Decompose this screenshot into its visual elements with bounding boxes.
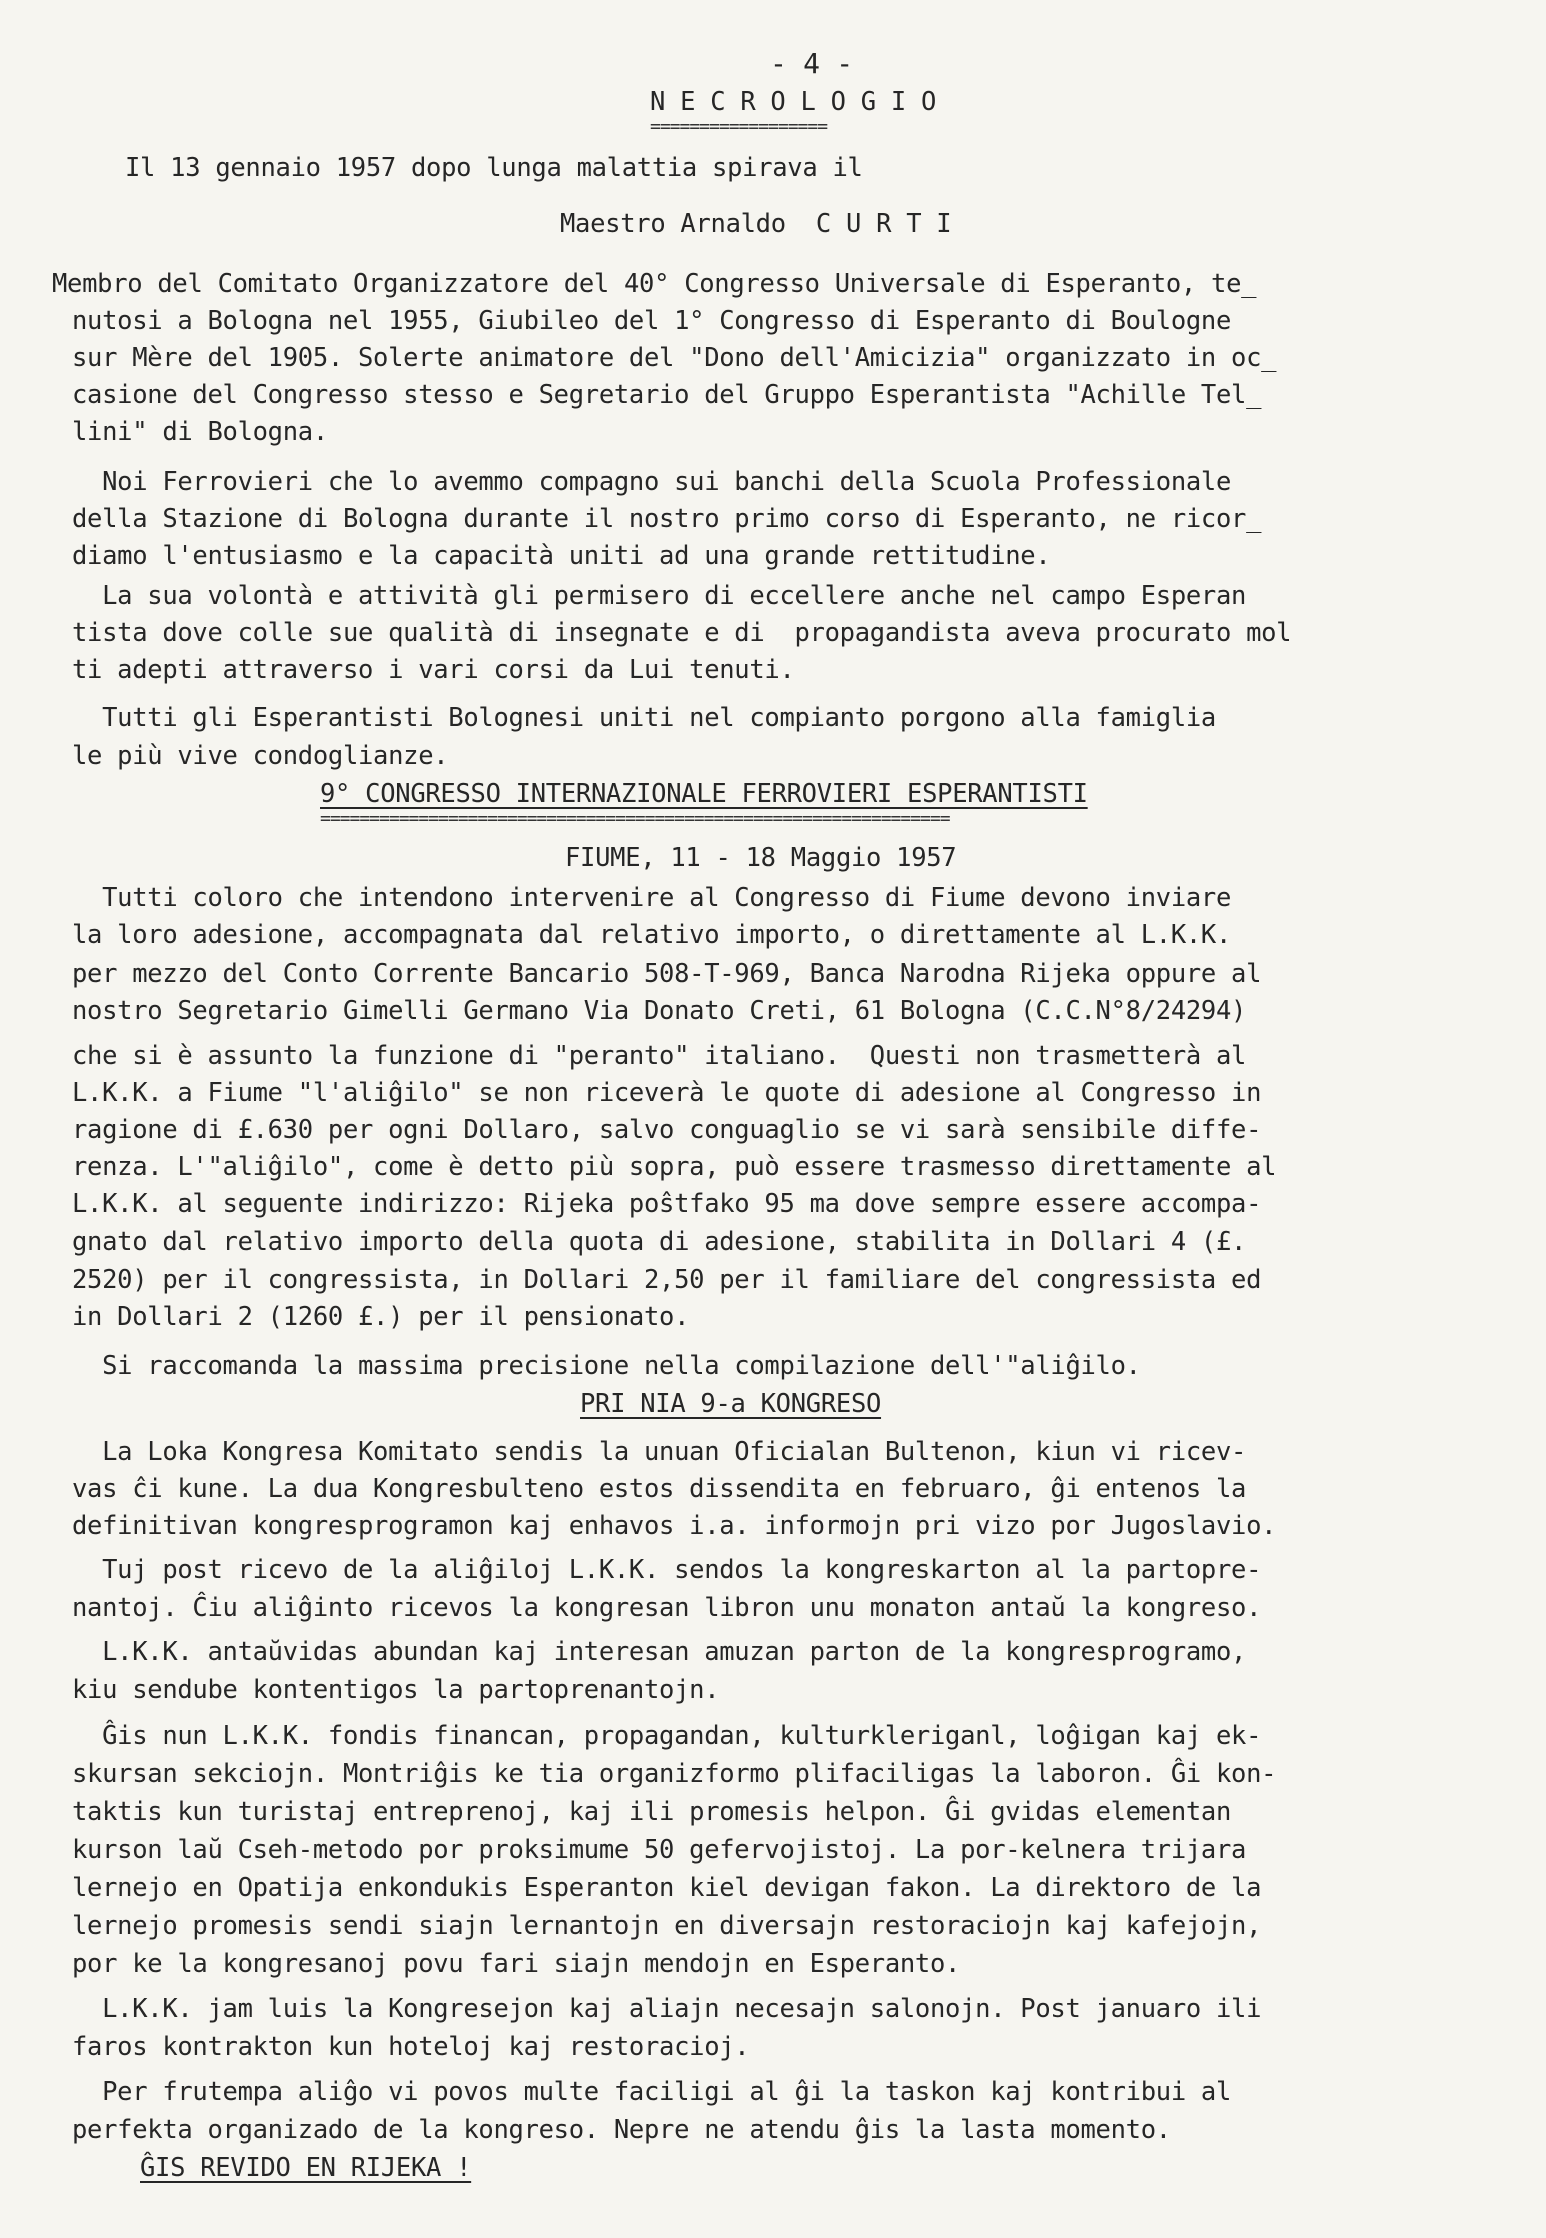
necrologio-line: Tutti gli Esperantisti Bolognesi uniti nel compianto porgono alla famiglia (72, 703, 1216, 733)
necrologio-line: nutosi a Bologna nel 1955, Giubileo del 1° Congresso di Esperanto di Boulogne (72, 306, 1232, 336)
congress-title-rule: ================================================================ (320, 810, 950, 828)
necrologio-title: N E C R O L O G I O (650, 87, 936, 117)
necrologio-line: La sua volontà e attività gli permisero di eccellere anche nel campo Esperan (72, 581, 1247, 611)
kongreso-line: L.K.K. antaŭvidas abundan kaj interesan amuzan parton de la kongresprogramo, (72, 1637, 1247, 1667)
kongreso-line: kiu sendube kontentigos la partoprenantojn. (72, 1675, 720, 1705)
congress-title: 9° CONGRESSO INTERNAZIONALE FERROVIERI ESPERANTISTI (320, 779, 1088, 809)
necrologio-line: sur Mère del 1905. Solerte animatore del "Dono dell'Amicizia" organizzato in oc_ (72, 343, 1277, 373)
kongreso-line: taktis kun turistaj entreprenoj, kaj ili promesis helpon. Ĝi gvidas elementan (72, 1797, 1232, 1827)
kongreso-line: skursan sekciojn. Montriĝis ke tia organizformo plifaciligas la laboron. Ĝi kon- (72, 1759, 1277, 1789)
necrologio-line: ti adepti attraverso i vari corsi da Lui tenuti. (72, 655, 795, 685)
kongreso-line: definitivan kongresprogramon kaj enhavos i.a. informojn pri vizo por Jugoslavio. (72, 1511, 1277, 1541)
necrologio-line: della Stazione di Bologna durante il nostro primo corso di Esperanto, ne ricor_ (72, 504, 1262, 534)
kongreso-line: lernejo en Opatija enkondukis Esperanton kiel devigan fakon. La direktoro de la (72, 1873, 1262, 1903)
necrologio-line: Noi Ferrovieri che lo avemmo compagno sui banchi della Scuola Professionale (72, 467, 1232, 497)
kongreso-line: por ke la kongresanoj povu fari siajn mendojn en Esperanto. (72, 1949, 961, 1979)
congress-line: renza. L'"aliĝilo", come è detto più sopra, può essere trasmesso direttamente al (72, 1152, 1277, 1182)
congress-line: gnato dal relativo importo della quota di adesione, stabilita in Dollari 4 (£. (72, 1227, 1247, 1257)
kongreso-title: PRI NIA 9-a KONGRESO (580, 1389, 882, 1419)
kongreso-line: L.K.K. jam luis la Kongresejon kaj aliajn necesajn salonojn. Post januaro ili (72, 1994, 1262, 2024)
congress-line: L.K.K. al seguente indirizzo: Rijeka poŝtfako 95 ma dove sempre essere accompa- (72, 1189, 1262, 1219)
kongreso-line: Per frutempa aliĝo vi povos multe faciligi al ĝi la taskon kaj kontribui al (72, 2077, 1232, 2107)
necrologio-title-rule: ================== (650, 118, 828, 136)
necrologio-line: tista dove colle sue qualità di insegnate e di propagandista aveva procurato mol (72, 618, 1292, 648)
congress-line: L.K.K. a Fiume "l'aliĝilo" se non riceverà le quote di adesione al Congresso in (72, 1078, 1262, 1108)
congress-line: per mezzo del Conto Corrente Bancario 508-T-969, Banca Narodna Rijeka oppure al (72, 959, 1262, 989)
page-number: - 4 - (770, 47, 853, 80)
necrologio-line: diamo l'entusiasmo e la capacità uniti ad una grande rettitudine. (72, 541, 1051, 571)
necrologio-name: Maestro Arnaldo C U R T I (560, 209, 952, 239)
necrologio-line: lini" di Bologna. (72, 417, 328, 447)
congress-line: in Dollari 2 (1260 £.) per il pensionato. (72, 1302, 690, 1332)
kongreso-line: vas ĉi kune. La dua Kongresbulteno estos dissendita en februaro, ĝi entenos la (72, 1474, 1247, 1504)
necrologio-line: casione del Congresso stesso e Segretario del Gruppo Esperantista "Achille Tel_ (72, 380, 1262, 410)
kongreso-line: Tuj post ricevo de la aliĝiloj L.K.K. sendos la kongreskarton al la partopre- (72, 1555, 1262, 1585)
kongreso-line: Ĝis nun L.K.K. fondis financan, propagandan, kulturkleriganl, loĝigan kaj ek- (72, 1721, 1262, 1751)
necrologio-line: Membro del Comitato Organizzatore del 40° Congresso Universale di Esperanto, te_ (52, 269, 1257, 299)
congress-line: che si è assunto la funzione di "peranto" italiano. Questi non trasmetterà al (72, 1041, 1247, 1071)
kongreso-line: La Loka Kongresa Komitato sendis la unuan Oficialan Bultenon, kiun vi ricev- (72, 1437, 1247, 1467)
kongreso-line: perfekta organizado de la kongreso. Nepre ne atendu ĝis la lasta momento. (72, 2115, 1171, 2145)
necrologio-line: le più vive condoglianze. (72, 741, 449, 771)
congress-line: la loro adesione, accompagnata dal relativo importo, o direttamente al L.K.K. (72, 920, 1232, 950)
kongreso-line: kurson laŭ Cseh-metodo por proksimume 50 gefervojistoj. La por-kelnera trijara (72, 1835, 1247, 1865)
congress-line: nostro Segretario Gimelli Germano Via Donato Creti, 61 Bologna (C.C.N°8/24294) (72, 996, 1247, 1026)
congress-line: Tutti coloro che intendono intervenire al Congresso di Fiume devono inviare (72, 883, 1232, 913)
congress-line: 2520) per il congressista, in Dollari 2,50 per il familiare del congressista ed (72, 1265, 1262, 1295)
kongreso-closing: ĜIS REVIDO EN RIJEKA ! (140, 2153, 472, 2183)
congress-line: Si raccomanda la massima precisione nella compilazione dell'"aliĝilo. (72, 1351, 1141, 1381)
kongreso-line: lernejo promesis sendi siajn lernantojn en diversajn restoraciojn kaj kafejojn, (72, 1911, 1262, 1941)
kongreso-line: nantoj. Ĉiu aliĝinto ricevos la kongresan libron unu monaton antaŭ la kongreso. (72, 1593, 1262, 1623)
congress-subtitle: FIUME, 11 - 18 Maggio 1957 (565, 843, 957, 873)
kongreso-line: faros kontrakton kun hoteloj kaj restoracioj. (72, 2032, 750, 2062)
congress-line: ragione di £.630 per ogni Dollaro, salvo conguaglio se vi sarà sensibile diffe- (72, 1115, 1262, 1145)
necrologio-line: Il 13 gennaio 1957 dopo lunga malattia spirava il (125, 153, 863, 183)
